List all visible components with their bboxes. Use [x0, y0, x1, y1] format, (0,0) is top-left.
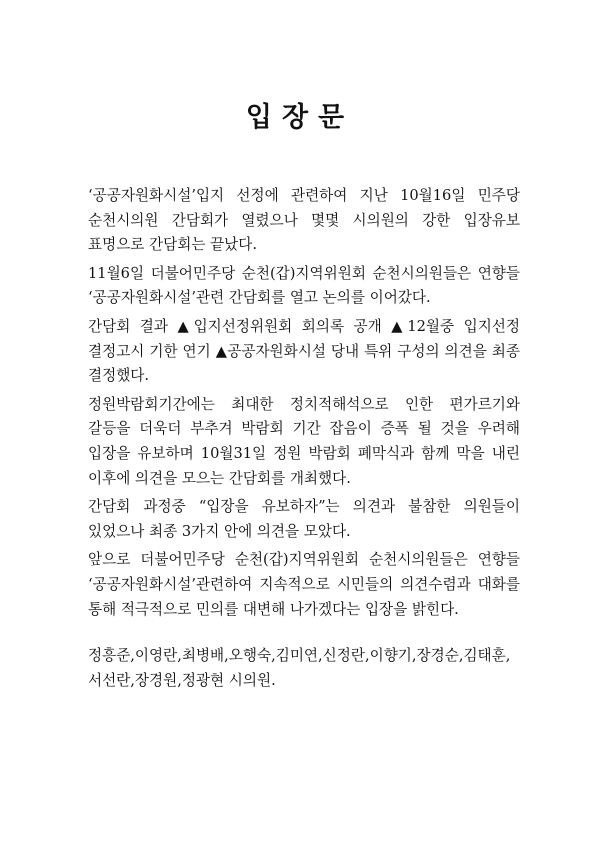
document-title: 입장문 — [245, 102, 355, 133]
paragraph-4: 정원박람회기간에는 최대한 정치적해석으로 인한 편가르기와 갈등을 더욱더 부추겨 박람회 기간 잡음이 증폭 될 것을 우려해 입장을 유보하며 10월31일 정원 박람회 폐막식과 함께 막을 내린 이후에 의견을 모으는 간담회를 개최했다. — [88, 395, 520, 487]
statement-body — [88, 184, 520, 693]
paragraph-3: 간담회 결과 ▲입지선정위원회 회의록 공개 ▲12월중 입지선정 결정고시 기한 연기 ▲공공자원화시설 당내 특위 구성의 의견을 최종 결정했다. — [88, 317, 520, 385]
paragraph-5: 간담회 과정중 “입장을 유보하자”는 의견과 불참한 의원들이 있었으나 최종 3가지 안에 의견을 모았다. — [88, 498, 520, 540]
paragraph-6: 앞으로 더불어민주당 순천(갑)지역위원회 순천시의원들은 연향들 ‘공공자원화시설’관련하여 지속적으로 시민들의 의견수렴과 대화를 통해 적극적으로 민의를 대변해 나가겠다는 입장을 밝힌다. — [88, 551, 520, 618]
paragraph-1: ‘공공자원화시설’입지 선정에 관련하여 지난 10월16일 민주당 순천시의원 간담회가 열렸으나 몇몇 시의원의 강한 입장유보 표명으로 간담회는 끝났다. — [88, 187, 520, 254]
signers-list: 정흥준,이영란,최병배,오행숙,김미연,신정란,이향기,장경순,김태훈,서선란,장경원,정광현 시의원. — [88, 647, 511, 689]
paragraph-2: 11월6일 더불어민주당 순천(갑)지역위원회 순천시의원들은 연향들 ‘공공자원화시설’관련 간담회를 열고 논의를 이어갔다. — [88, 264, 520, 307]
